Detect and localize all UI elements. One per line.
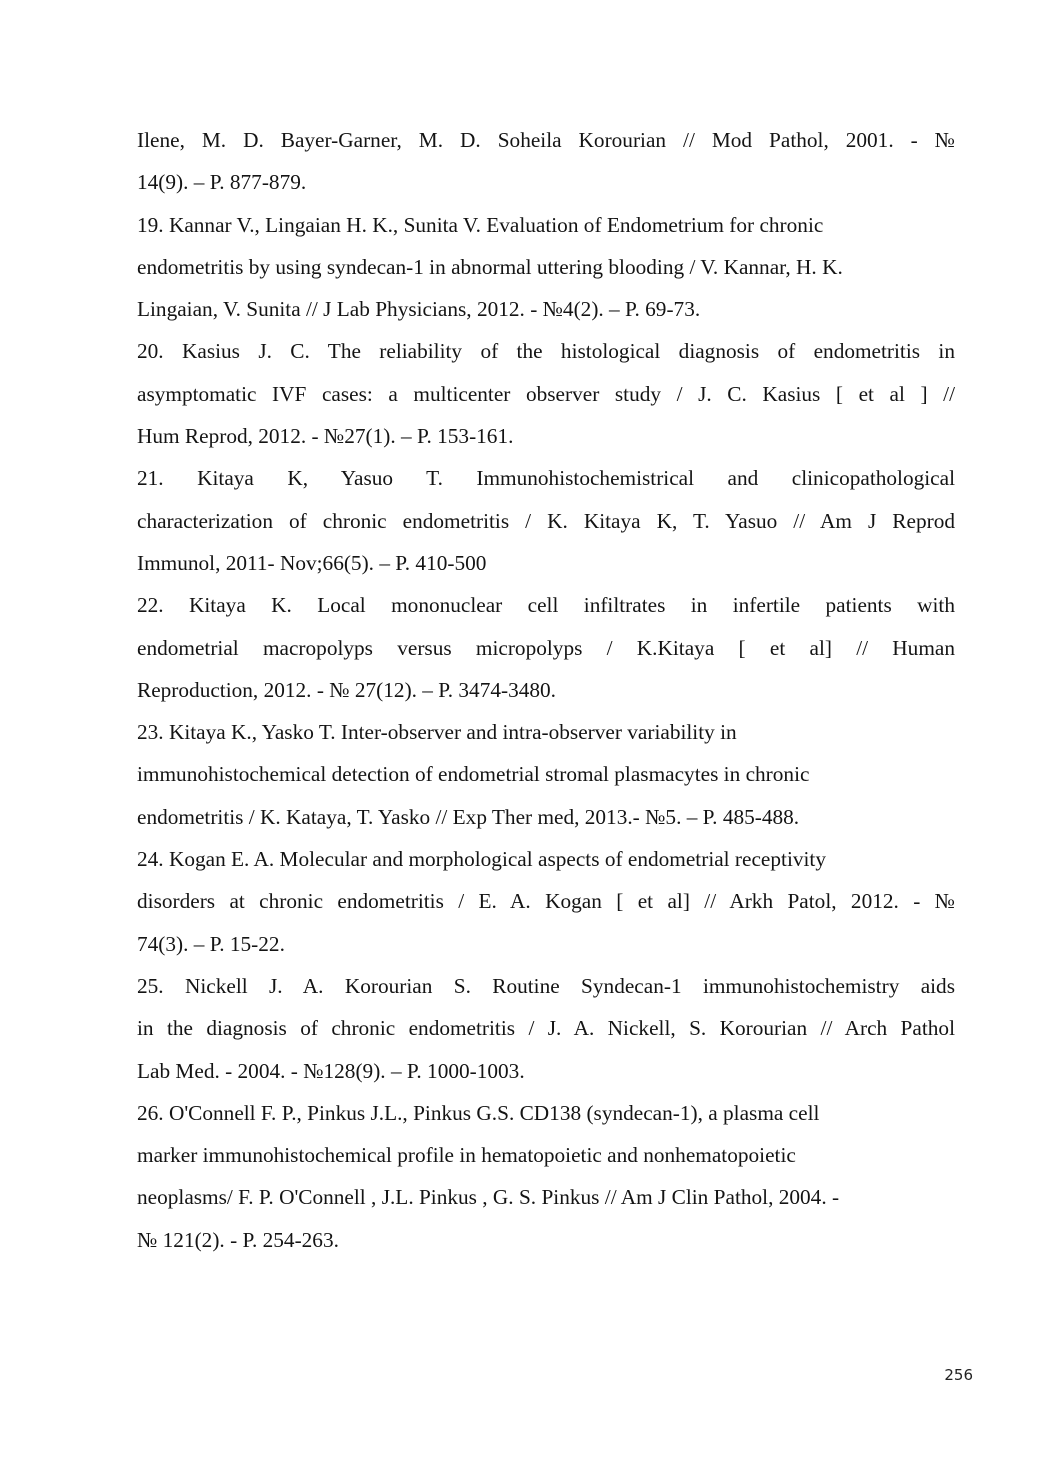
reference-line: Ilene, M. D. Bayer-Garner, M. D. Soheila Korourian // Mod Pathol, 2001. - №: [137, 128, 955, 152]
reference-line: 20. Kasius J. C. The reliability of the histological diagnosis of endometritis in: [137, 339, 955, 364]
reference-line: disorders at chronic endometritis / E. A. Kogan [ et al] // Arkh Patol, 2012. - №: [137, 889, 955, 914]
reference-line: 23. Kitaya K., Yasko T. Inter-observer and intra-observer variability in: [137, 720, 737, 745]
reference-line: Hum Reprod, 2012. - №27(1). – P. 153-161.: [137, 424, 514, 449]
reference-entry: [137, 204, 955, 331]
reference-line: endometritis / K. Kataya, T. Yasko // Exp Ther med, 2013.- №5. – P. 485-488.: [137, 804, 800, 829]
reference-line: 19. Kannar V., Lingaian H. K., Sunita V. Evaluation of Endometrium for chronic: [137, 212, 824, 237]
reference-entry: [137, 1092, 955, 1261]
reference-line: marker immunohistochemical profile in hematopoietic and nonhematopoietic: [137, 1143, 796, 1168]
reference-line: endometrial macropolyps versus micropolyps / K.Kitaya [ et al] // Human: [137, 635, 955, 660]
reference-entry: [137, 119, 955, 204]
reference-line: immunohistochemical detection of endometrial stromal plasmacytes in chronic: [137, 762, 810, 787]
reference-entry: [137, 330, 955, 457]
reference-line: 74(3). – P. 15-22.: [137, 931, 285, 956]
reference-line: endometritis by using syndecan-1 in abnormal uttering blooding / V. Kannar, H. K.: [137, 254, 843, 279]
reference-line: asymptomatic IVF cases: a multicenter observer study / J. C. Kasius [ et al ] //: [137, 381, 955, 406]
reference-line: 21. Kitaya K, Yasuo T. Immunohistochemistrical and clinicopathological: [137, 466, 955, 491]
reference-line: 26. O'Connell F. P., Pinkus J.L., Pinkus G.S. CD138 (syndecan-1), a plasma cell: [137, 1100, 820, 1125]
page-number: 256: [944, 1366, 973, 1384]
reference-line: 25. Nickell J. A. Korourian S. Routine Syndecan-1 immunohistochemistry aids: [137, 973, 955, 998]
reference-line: Immunol, 2011- Nov;66(5). – P. 410-500: [137, 550, 487, 575]
reference-line: 14(9). – P. 877-879.: [137, 170, 307, 195]
reference-entry: [137, 965, 955, 1092]
reference-line: Lingaian, V. Sunita // J Lab Physicians, 2012. - №4(2). – P. 69-73.: [137, 297, 701, 322]
reference-line: 22. Kitaya K. Local mononuclear cell infiltrates in infertile patients with: [137, 593, 955, 618]
reference-line: № 121(2). - P. 254-263.: [137, 1227, 339, 1252]
reference-line: Reproduction, 2012. - № 27(12). – P. 3474-3480.: [137, 677, 557, 702]
reference-entry: [137, 838, 955, 965]
reference-line: Lab Med. - 2004. - №128(9). – P. 1000-1003.: [137, 1058, 525, 1083]
reference-entry: [137, 457, 955, 584]
reference-list: [137, 119, 955, 1261]
reference-line: 24. Kogan E. A. Molecular and morphological aspects of endometrial receptivity: [137, 847, 826, 872]
reference-line: characterization of chronic endometritis / K. Kitaya K, T. Yasuo // Am J Reprod: [137, 508, 955, 533]
reference-line: neoplasms/ F. P. O'Connell , J.L. Pinkus , G. S. Pinkus // Am J Clin Pathol, 2004. -: [137, 1185, 840, 1210]
reference-entry: [137, 584, 955, 711]
reference-line: in the diagnosis of chronic endometritis / J. A. Nickell, S. Korourian // Arch Pathol: [137, 1016, 955, 1041]
reference-entry: [137, 711, 955, 838]
